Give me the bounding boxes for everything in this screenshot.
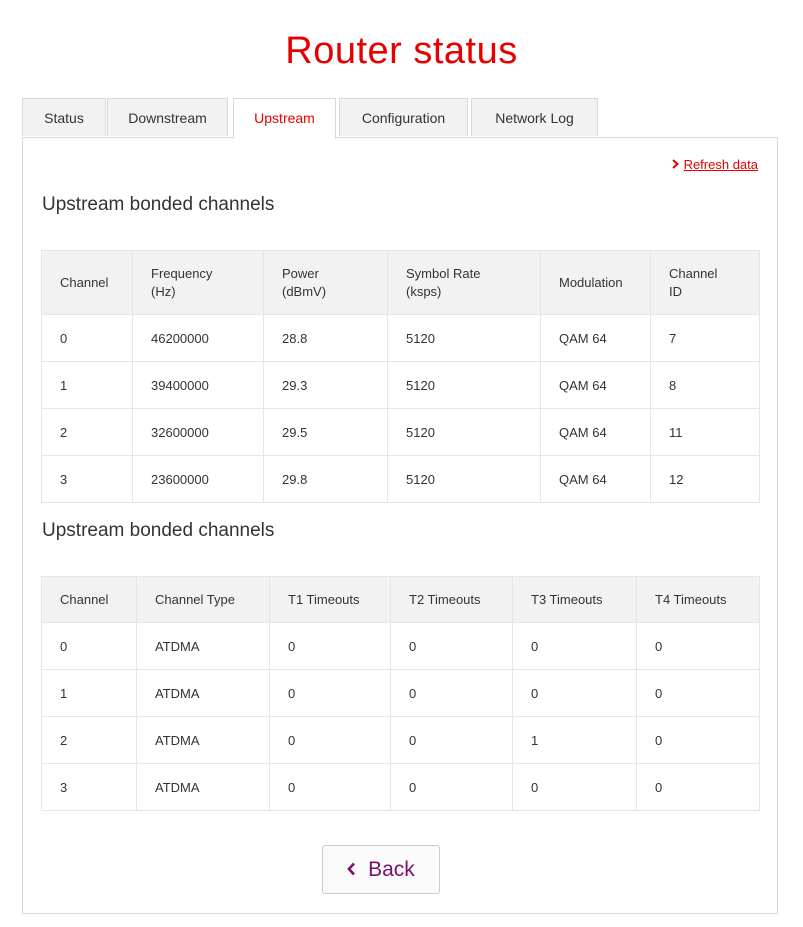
section-title-upstream-channels: Upstream bonded channels <box>42 194 275 215</box>
back-button-label: Back <box>368 857 415 881</box>
table-cell: 5120 <box>388 362 541 409</box>
table-cell: 0 <box>42 623 137 670</box>
table-cell: 0 <box>42 315 133 362</box>
table-cell: ATDMA <box>137 717 270 764</box>
table-cell: 8 <box>651 362 760 409</box>
table-cell: 0 <box>637 717 760 764</box>
column-header: Power (dBmV) <box>264 251 388 315</box>
table-cell: 0 <box>513 764 637 811</box>
column-header: Frequency (Hz) <box>133 251 264 315</box>
table-cell: 5120 <box>388 409 541 456</box>
table-cell: 32600000 <box>133 409 264 456</box>
table-cell: 0 <box>270 764 391 811</box>
column-header: T4 Timeouts <box>637 577 760 623</box>
table-cell: 0 <box>513 623 637 670</box>
table-header-row <box>42 577 760 623</box>
table-row <box>42 315 760 362</box>
refresh-data-link[interactable] <box>672 157 758 172</box>
content-panel <box>22 137 778 914</box>
column-header: Channel Type <box>137 577 270 623</box>
table-row <box>42 362 760 409</box>
table-cell: 5120 <box>388 456 541 503</box>
table-cell: 0 <box>270 623 391 670</box>
upstream-timeouts-table <box>41 576 760 811</box>
table-row <box>42 764 760 811</box>
column-header: Symbol Rate (ksps) <box>388 251 541 315</box>
column-header: T3 Timeouts <box>513 577 637 623</box>
table-cell: 2 <box>42 717 137 764</box>
table-cell: 29.8 <box>264 456 388 503</box>
table-cell: 39400000 <box>133 362 264 409</box>
table-cell: 12 <box>651 456 760 503</box>
table-cell: 1 <box>42 362 133 409</box>
table-row <box>42 409 760 456</box>
chevron-right-icon <box>672 157 679 172</box>
table-cell: 0 <box>270 717 391 764</box>
table-cell: 2 <box>42 409 133 456</box>
table-cell: 0 <box>391 764 513 811</box>
table-cell: 0 <box>270 670 391 717</box>
column-header: Channel <box>42 577 137 623</box>
column-header: Modulation <box>541 251 651 315</box>
table-cell: QAM 64 <box>541 315 651 362</box>
table-cell: 0 <box>637 623 760 670</box>
table-cell: 0 <box>391 670 513 717</box>
table-cell: 5120 <box>388 315 541 362</box>
table-cell: ATDMA <box>137 623 270 670</box>
table-cell: 3 <box>42 764 137 811</box>
table-cell: 29.3 <box>264 362 388 409</box>
tab-downstream[interactable]: Downstream <box>107 98 228 136</box>
table-cell: 0 <box>637 764 760 811</box>
table-cell: 0 <box>513 670 637 717</box>
page-title: Router status <box>285 30 518 72</box>
back-button[interactable] <box>322 845 440 894</box>
column-header: T1 Timeouts <box>270 577 391 623</box>
tab-status[interactable]: Status <box>22 98 106 136</box>
table-cell: 0 <box>391 623 513 670</box>
table-cell: 23600000 <box>133 456 264 503</box>
column-header: T2 Timeouts <box>391 577 513 623</box>
refresh-data-label: Refresh data <box>683 157 758 172</box>
table-row <box>42 717 760 764</box>
table-header-row <box>42 251 760 315</box>
table-row <box>42 670 760 717</box>
column-header: Channel ID <box>651 251 760 315</box>
table-cell: 46200000 <box>133 315 264 362</box>
table-cell: 1 <box>42 670 137 717</box>
table-cell: 7 <box>651 315 760 362</box>
table-cell: ATDMA <box>137 670 270 717</box>
table-cell: 1 <box>513 717 637 764</box>
section-title-upstream-timeouts: Upstream bonded channels <box>42 520 275 541</box>
table-cell: QAM 64 <box>541 409 651 456</box>
table-cell: ATDMA <box>137 764 270 811</box>
tab-network-log[interactable]: Network Log <box>471 98 598 136</box>
table-row <box>42 456 760 503</box>
tab-configuration[interactable]: Configuration <box>339 98 468 136</box>
table-cell: 11 <box>651 409 760 456</box>
column-header: Channel <box>42 251 133 315</box>
upstream-channels-table <box>41 250 760 503</box>
table-row <box>42 623 760 670</box>
chevron-left-icon <box>347 858 362 881</box>
table-cell: QAM 64 <box>541 456 651 503</box>
table-cell: 0 <box>391 717 513 764</box>
table-cell: 3 <box>42 456 133 503</box>
table-cell: 29.5 <box>264 409 388 456</box>
table-cell: 0 <box>637 670 760 717</box>
tab-upstream[interactable]: Upstream <box>233 98 336 139</box>
table-cell: 28.8 <box>264 315 388 362</box>
table-cell: QAM 64 <box>541 362 651 409</box>
